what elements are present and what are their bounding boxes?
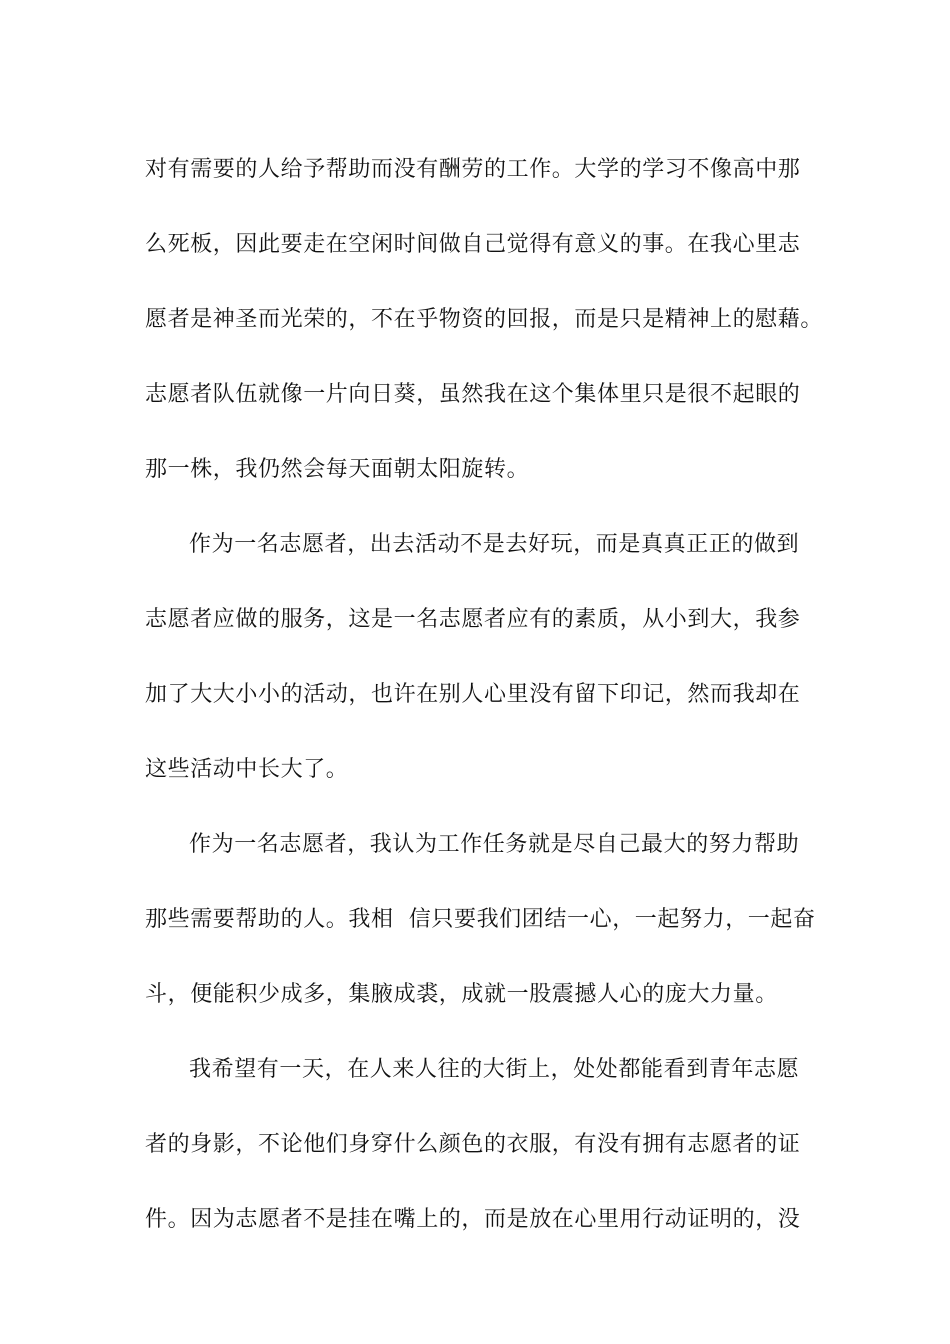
text-line: 志愿者应做的服务，这是一名志愿者应有的素质，从小到大，我参: [145, 607, 801, 632]
text-line: 件。因为志愿者不是挂在嘴上的，而是放在心里用行动证明的，没: [145, 1207, 801, 1232]
text-line: 志愿者队伍就像一片向日葵，虽然我在这个集体里只是很不起眼的: [145, 382, 801, 407]
text-line: 斗，便能积少成多，集腋成裘，成就一股震撼人心的庞大力量。: [145, 982, 778, 1007]
document-body: [145, 132, 824, 1257]
text-line: 那一株，我仍然会每天面朝太阳旋转。: [145, 457, 530, 482]
paragraph-first-line: 作为一名志愿者，我认为工作任务就是尽自己最大的努力帮助: [189, 832, 800, 857]
text-line: 么死板，因此要走在空闲时间做自己觉得有意义的事。在我心里志: [145, 232, 801, 257]
paragraph-first-line: 作为一名志愿者，出去活动不是去好玩，而是真真正正的做到: [189, 532, 800, 557]
text-line: 者的身影，不论他们身穿什么颜色的衣服，有没有拥有志愿者的证: [145, 1132, 801, 1157]
text-line: 对有需要的人给予帮助而没有酬劳的工作。大学的学习不像高中那: [145, 157, 801, 182]
text-line: 这些活动中长大了。: [145, 757, 349, 782]
text-line: 愿者是神圣而光荣的，不在乎物资的回报，而是只是精神上的慰藉。: [145, 307, 824, 332]
text-line: 那些需要帮助的人。我相 信只要我们团结一心，一起努力，一起奋: [145, 907, 816, 932]
paragraph-first-line: 我希望有一天，在人来人往的大街上，处处都能看到青年志愿: [189, 1057, 800, 1082]
text-line: 加了大大小小的活动，也许在别人心里没有留下印记，然而我却在: [145, 682, 801, 707]
